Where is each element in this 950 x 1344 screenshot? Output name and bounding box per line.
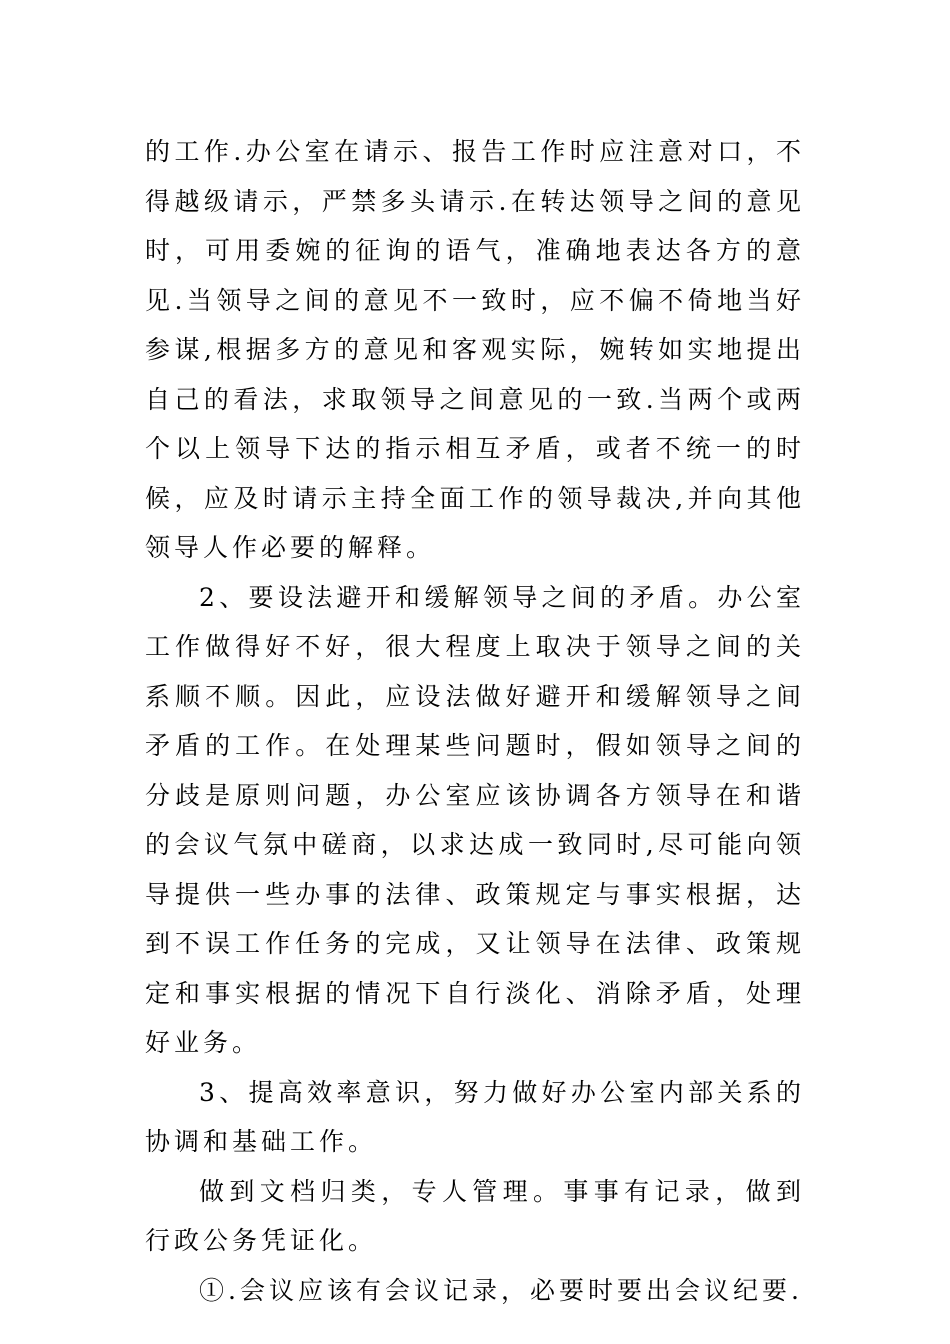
- paragraph-point-3: 3、提高效率意识，努力做好办公室内部关系的协调和基础工作。: [145, 1077, 805, 1156]
- paragraph-continuation: 的工作.办公室在请示、报告工作时应注意对口，不得越级请示，严禁多头请示.在转达领导之间的意见时，可用委婉的征询的语气，准确地表达各方的意见.当领导之间的意见不一致时，应不偏不倚地当好参谋,根据多方的意见和客观实际，婉转如实地提出自己的看法，求取领导之间意见的一致.当两个或两个以上领导下达的指示相互矛盾，或者不统一的时候，应及时请示主持全面工作的领导裁决,并向其他领导人作必要的解释。: [145, 137, 805, 562]
- paragraph-archive: 做到文档归类，专人管理。事事有记录，做到行政公务凭证化。: [145, 1176, 805, 1255]
- paragraph-point-2: 2、要设法避开和缓解领导之间的矛盾。办公室工作做得好不好，很大程度上取决于领导之间的关系顺不顺。因此，应设法做好避开和缓解领导之间矛盾的工作。在处理某些问题时，假如领导之间的分歧是原则问题，办公室应该协调各方领导在和谐的会议气氛中磋商，以求达成一致同时,尽可能向领导提供一些办事的法律、政策规定与事实根据，达到不误工作任务的完成，又让领导在法律、政策规定和事实根据的情况下自行淡化、消除矛盾，处理好业务。: [145, 582, 805, 1057]
- document-body: [145, 127, 805, 1315]
- paragraph-meeting-record: ①.会议应该有会议记录，必要时要出会议纪要.: [199, 1275, 803, 1305]
